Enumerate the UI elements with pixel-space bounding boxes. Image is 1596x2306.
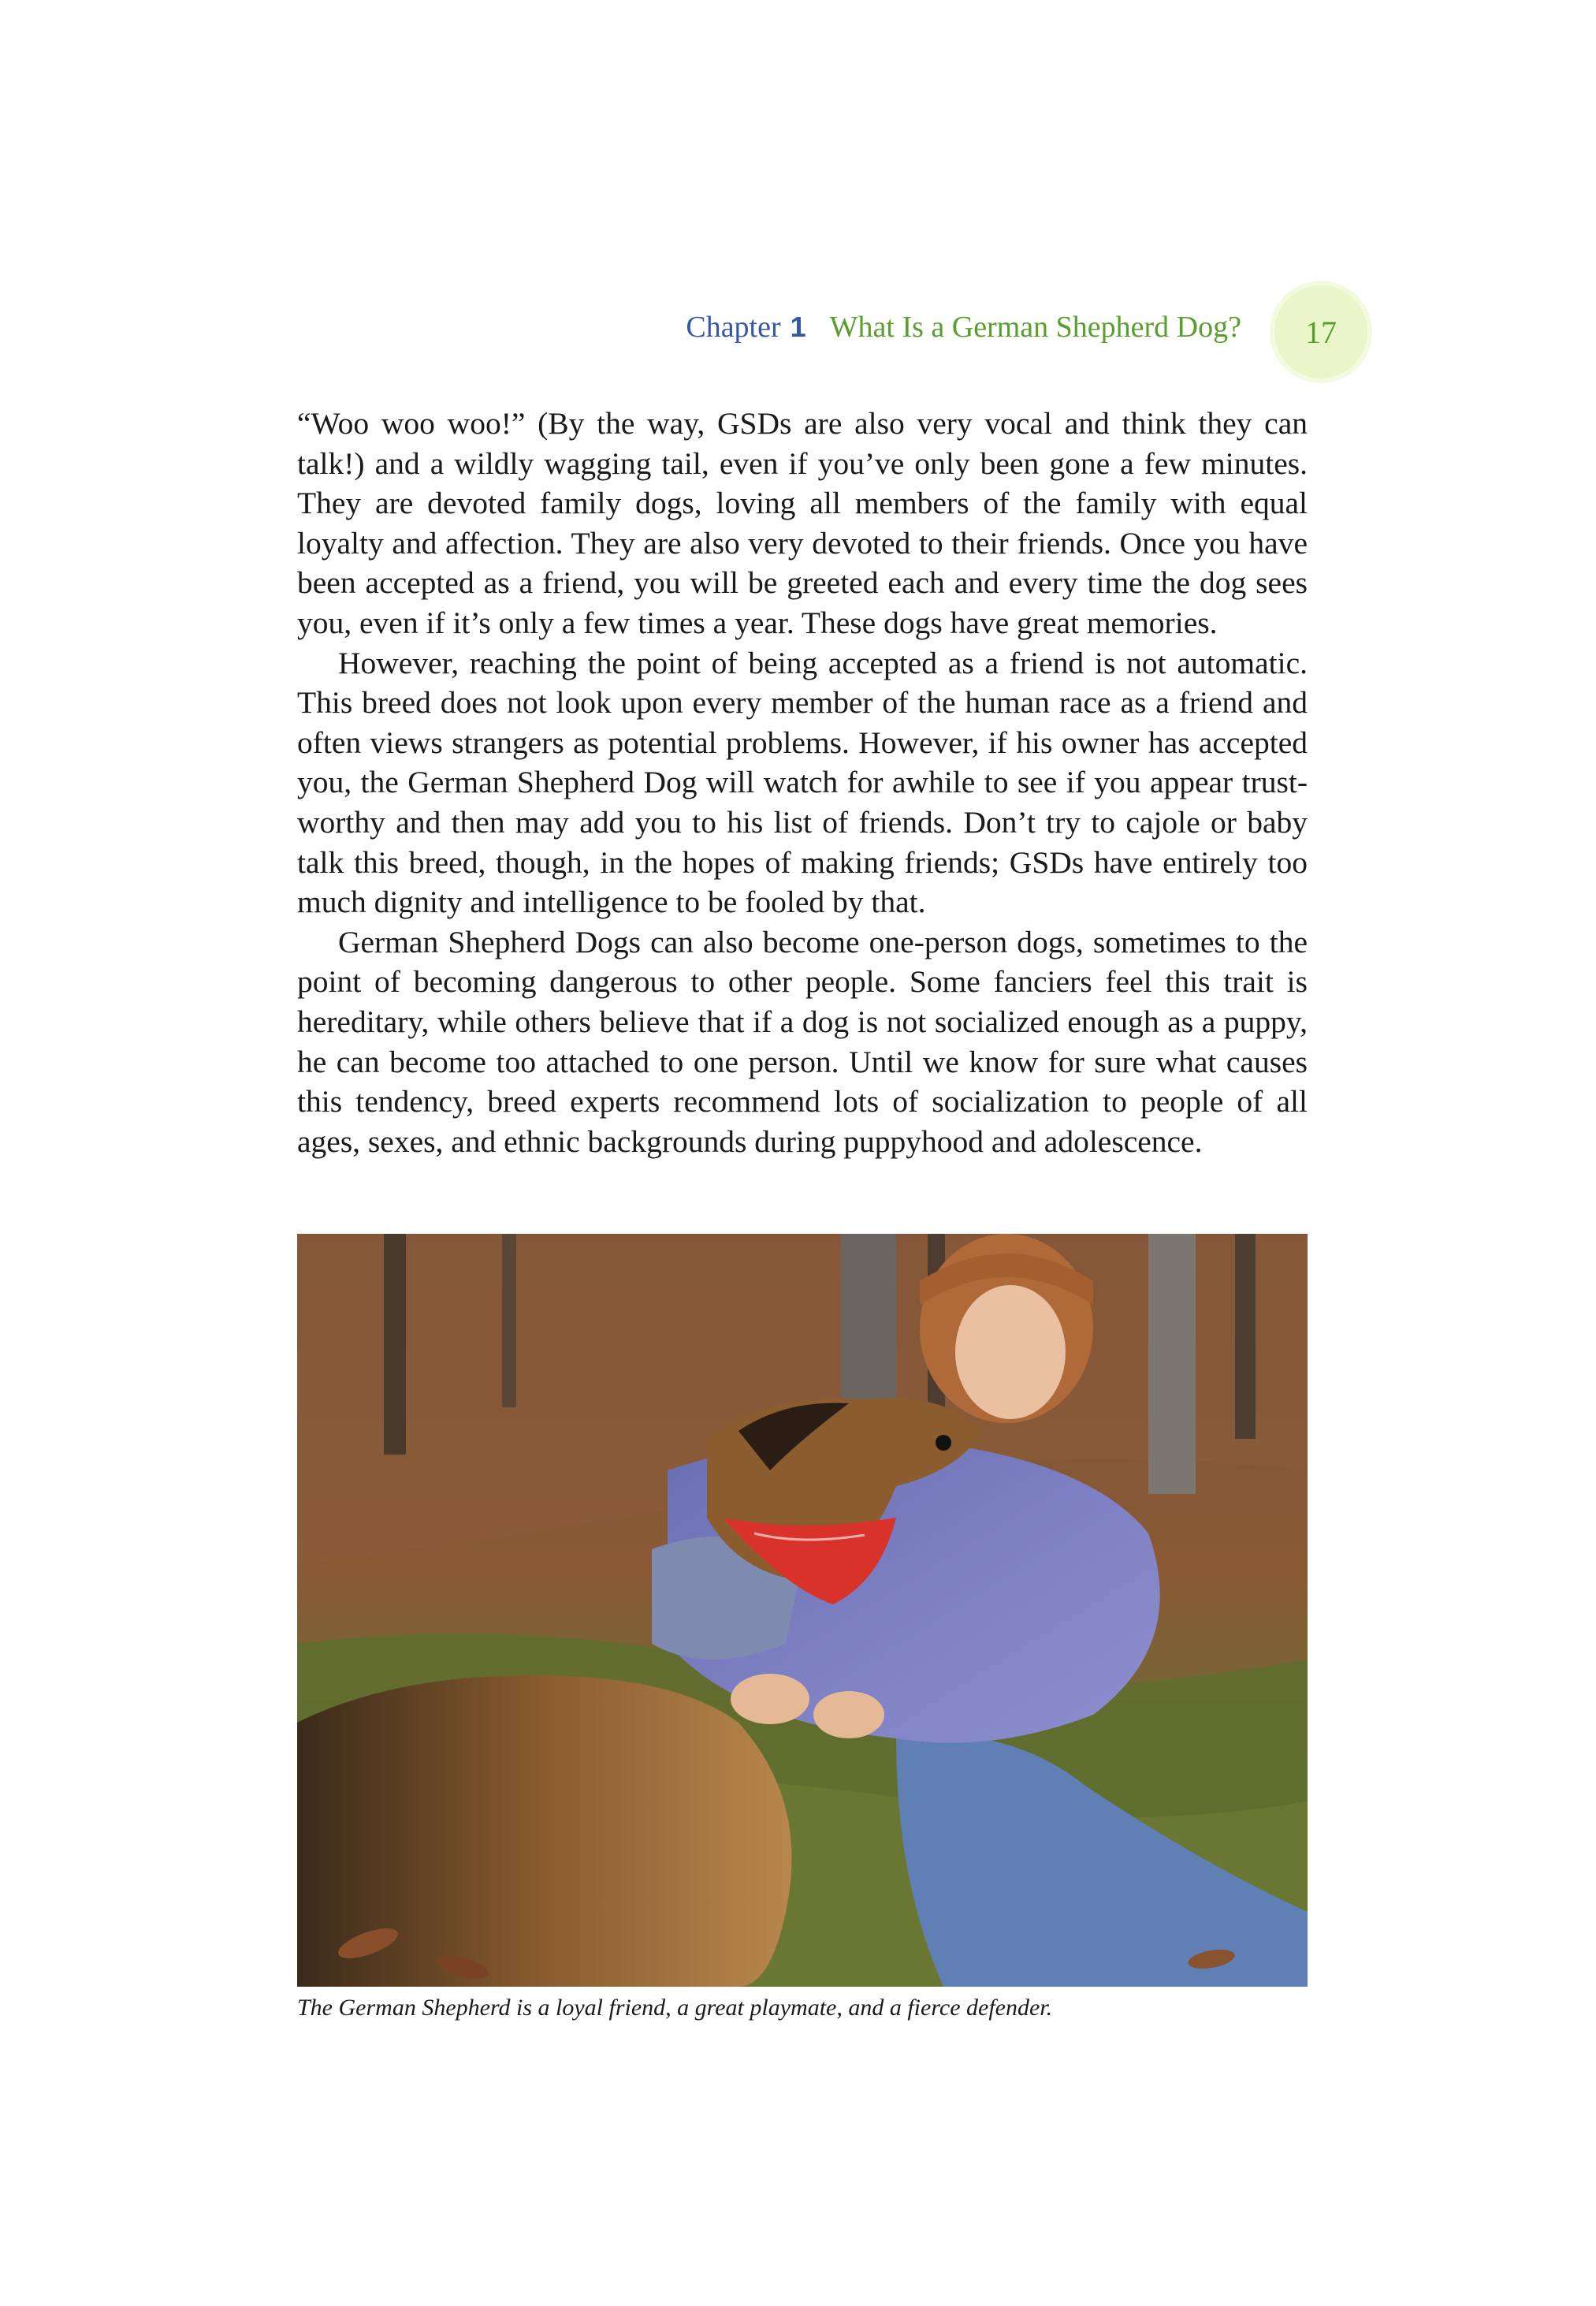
photo-caption: The German Shepherd is a loyal friend, a great playmate, and a fierce defender.: [297, 1995, 1053, 2021]
photo-illustration: [297, 1234, 1308, 1987]
girl-with-dog-photo: [297, 1234, 1308, 1987]
paragraph-1: “Woo woo woo!” (By the way, GSDs are also very vocal and think they can talk!) and a wildly wagging tail, even if you’ve only been gone a few minutes. They are devoted family dogs, loving all members of the family with equal loyalty and affection. They are also very devoted to their friends. Once you have been accepted as a friend, you will be greeted each and every time the dog sees you, even if it’s only a few times a year. These dogs have great memories.: [297, 406, 1308, 640]
chapter-title: What Is a German Shepherd Dog?: [829, 311, 1241, 344]
page-number-badge: [1274, 285, 1367, 378]
body-text: [297, 404, 1308, 1161]
running-head: [631, 300, 1241, 355]
page-number: 17: [1305, 314, 1337, 350]
chapter-number: 1: [790, 311, 806, 343]
chapter-label: Chapter: [686, 311, 781, 344]
paragraph-3: German Shepherd Dogs can also become one-person dogs, sometimes to the point of becoming dangerous to other people. Some fanciers feel this trait is hereditary, while others believe that if a dog is not socialized enough as a puppy, he can become too attached to one person. Until we know for sure what causes this tendency, breed experts recommend lots of socialization to people of all ages, sexes, and ethnic backgrounds during puppyhood and adolescence.: [297, 924, 1308, 1159]
paragraph-2: However, reaching the point of being accepted as a friend is not automatic. This breed does not look upon every member of the human race as a friend and often views strangers as potential problems. However, if his owner has accepted you, the German Shepherd Dog will watch for awhile to see if you appear trust-worthy and then may add you to his list of friends. Don’t try to cajole or baby talk this breed, though, in the hopes of making friends; GSDs have entirely too much dignity and intelligence to be fooled by that.: [297, 645, 1308, 920]
